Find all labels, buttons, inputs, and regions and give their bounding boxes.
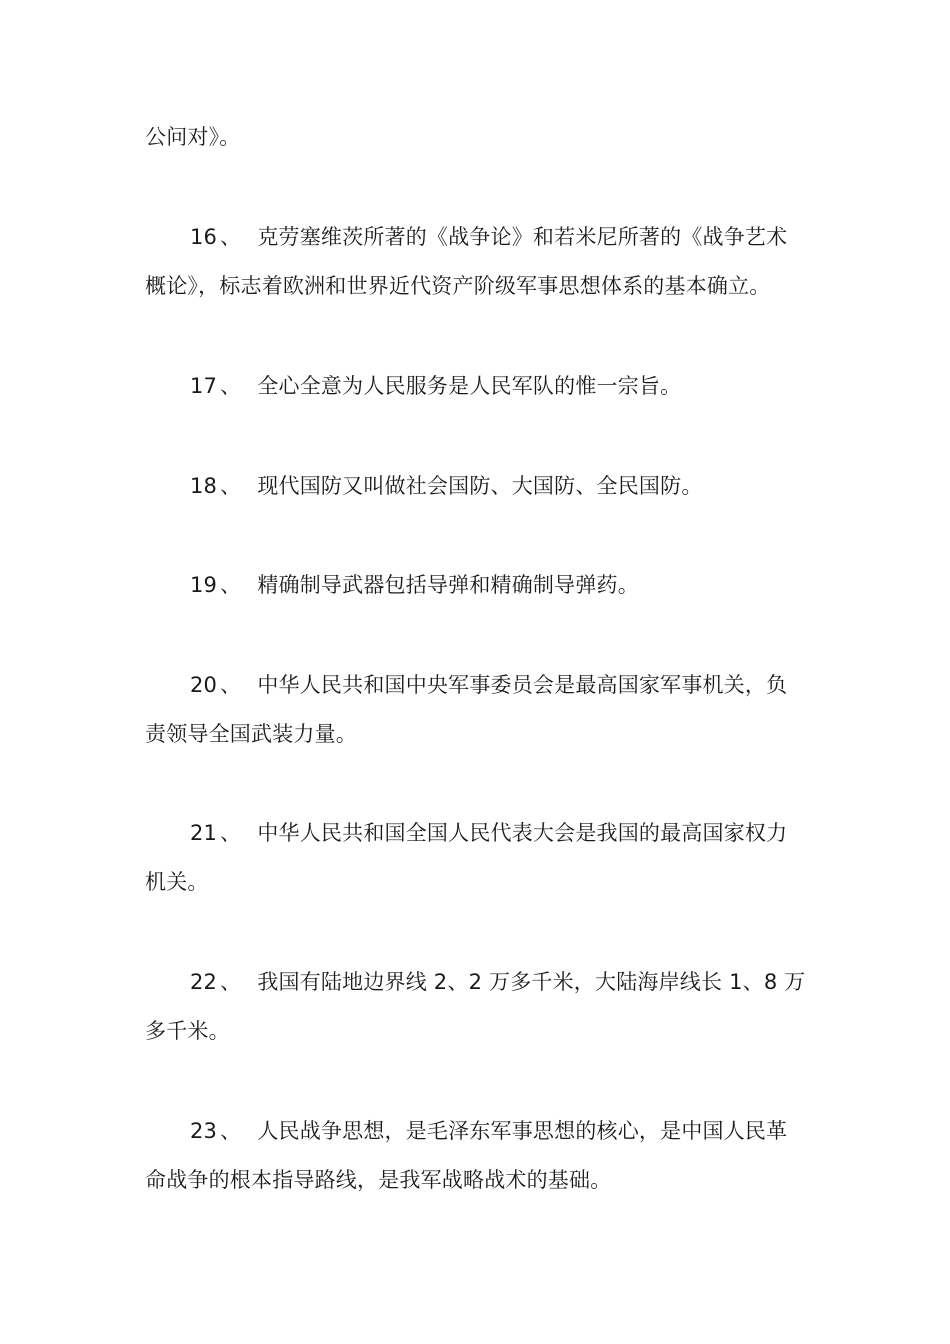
item-separator: 、 [220,573,242,597]
list-item-19-line-1 [190,570,639,600]
list-item-20-line-1 [190,670,787,700]
list-item-21-line-1 [190,818,787,848]
item-text: 全心全意为人民服务是人民军队的惟一宗旨。 [257,374,682,398]
item-separator: 、 [220,374,242,398]
item-number: 19 [190,573,218,597]
list-item-22-line-2: 多千米。 [145,1019,230,1043]
list-item-17-line-1 [190,371,681,401]
list-item-20-line-2: 责领导全国武装力量。 [145,722,357,746]
item-text: 精确制导武器包括导弹和精确制导弹药。 [257,573,639,597]
item-separator: 、 [220,970,242,994]
item-number: 16 [190,225,218,249]
item-separator: 、 [220,1119,242,1143]
item-number: 23 [190,1119,218,1143]
item-number: 17 [190,374,218,398]
item-separator: 、 [220,474,242,498]
item-number: 22 [190,970,218,994]
item-separator: 、 [220,673,242,697]
list-item-18-line-1 [190,471,703,501]
list-item-16-line-2: 概论》，标志着欧洲和世界近代资产阶级军事思想体系的基本确立。 [145,274,771,298]
item-text: 人民战争思想，是毛泽东军事思想的核心，是中国人民革 [257,1119,788,1143]
list-item-23-line-1 [190,1116,787,1146]
continuation-text: 公问对》。 [145,125,241,149]
item-text: 我国有陆地边界线 2、2 万多千米，大陆海岸线长 1、8 万 [257,970,806,994]
item-number: 18 [190,474,218,498]
item-separator: 、 [220,225,242,249]
list-item-21-line-2: 机关。 [145,870,209,894]
list-item-22-line-1 [190,967,805,997]
item-text: 中华人民共和国中央军事委员会是最高国家军事机关，负 [257,673,788,697]
item-number: 21 [190,821,218,845]
item-separator: 、 [220,821,242,845]
list-item-23-line-2: 命战争的根本指导路线，是我军战略战术的基础。 [145,1168,612,1192]
item-text: 克劳塞维茨所著的《战争论》和若米尼所著的《战争艺术 [257,225,788,249]
item-text: 中华人民共和国全国人民代表大会是我国的最高国家权力 [257,821,788,845]
list-item-16-line-1 [190,222,787,252]
item-text: 现代国防又叫做社会国防、大国防、全民国防。 [257,474,703,498]
item-number: 20 [190,673,218,697]
